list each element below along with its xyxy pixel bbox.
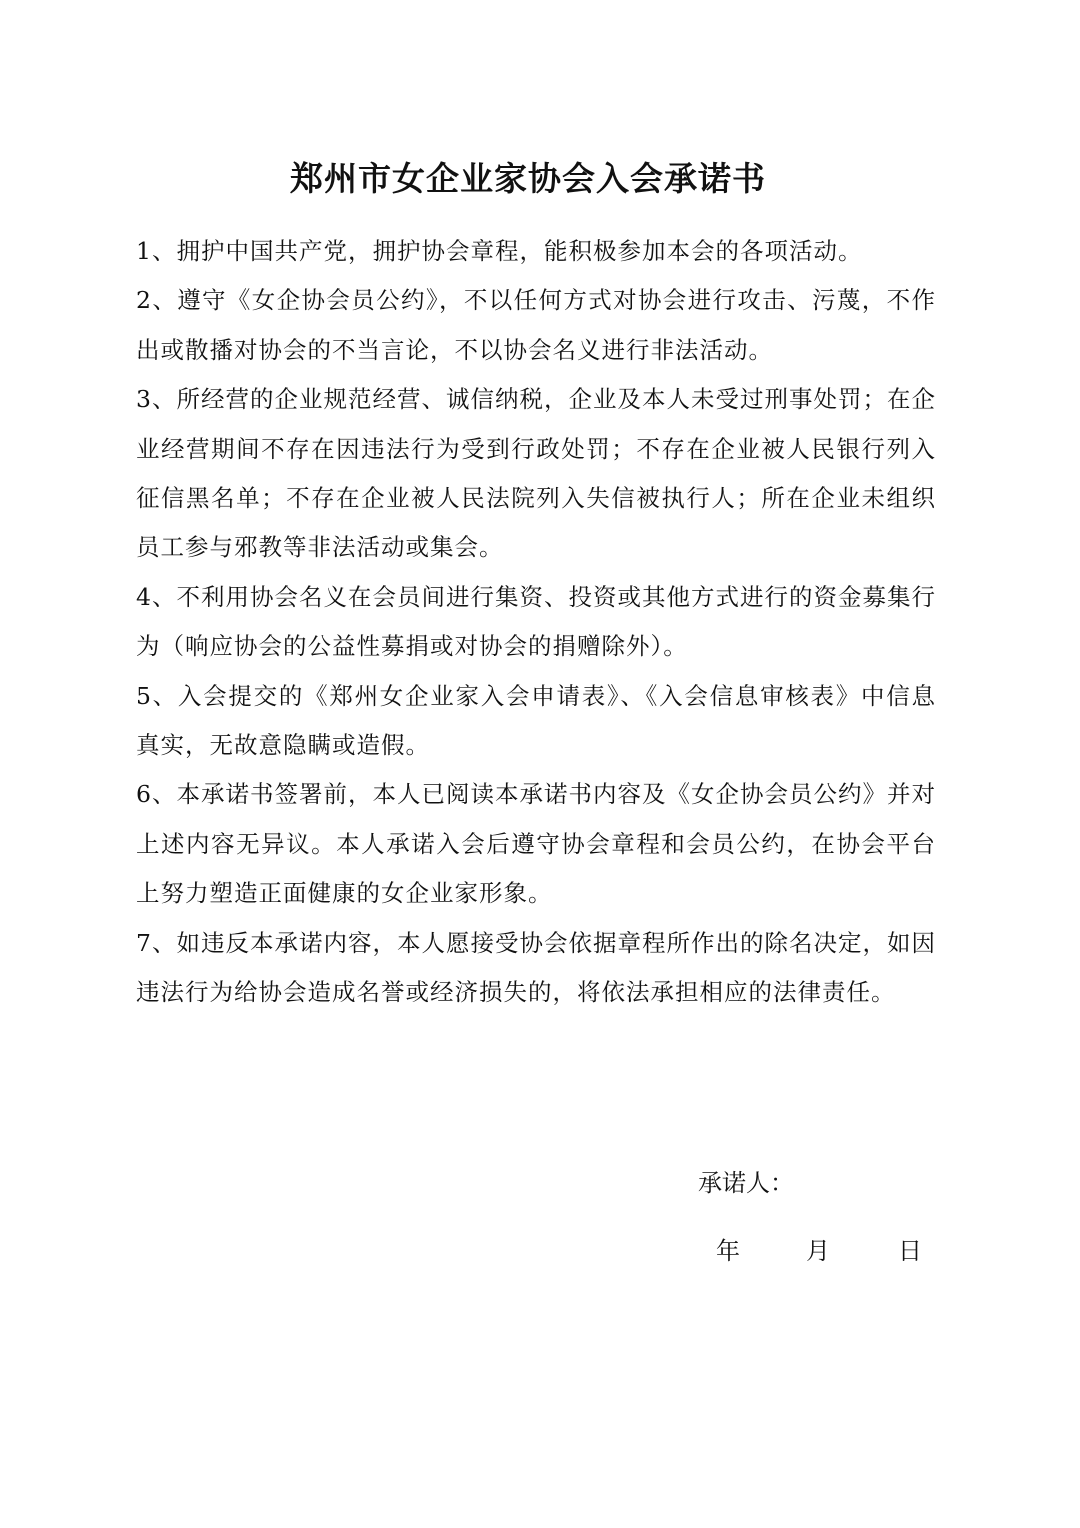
date-day-label: 日	[898, 1237, 922, 1265]
commitment-item-2: 2、遵守《女企协会员公约》，不以任何方式对协会进行攻击、污蔑，不作出或散播对协会的不当言论，不以协会名义进行非法活动。	[136, 286, 936, 364]
commitment-item-7: 7、如违反本承诺内容，本人愿接受协会依据章程所作出的除名决定，如因违法行为给协会造成名誉或经济损失的，将依法承担相应的法律责任。	[136, 928, 936, 1007]
commitment-item-1: 1、拥护中国共产党，拥护协会章程，能积极参加本会的各项活动。	[136, 237, 863, 265]
document-title: 郑州市女企业家协会入会承诺书	[290, 159, 766, 198]
commitment-item-4: 4、不利用协会名义在会员间进行集资、投资或其他方式进行的资金募集行为（响应协会的公益性募捐或对协会的捐赠除外）。	[136, 582, 936, 661]
commitment-item-5: 5、入会提交的《郑州女企业家入会申请表》、《入会信息审核表》中信息真实，无故意隐瞒或造假。	[136, 681, 936, 760]
date-month-label: 月	[806, 1237, 830, 1265]
date-year-label: 年	[716, 1237, 740, 1265]
signer-label: 承诺人：	[698, 1169, 794, 1197]
commitment-item-3: 3、所经营的企业规范经营、诚信纳税，企业及本人未受过刑事处罚；在企业经营期间不存在因违法行为受到行政处罚；不存在企业被人民银行列入征信黑名单；不存在企业被人民法院列入失信被执行人；所在企业未组织员工参与邪教等非法活动或集会。	[136, 385, 936, 562]
commitment-list	[136, 227, 936, 1018]
commitment-item-6: 6、本承诺书签署前，本人已阅读本承诺书内容及《女企协会员公约》并对上述内容无异议。本人承诺入会后遵守协会章程和会员公约，在协会平台上努力塑造正面健康的女企业家形象。	[136, 780, 936, 908]
